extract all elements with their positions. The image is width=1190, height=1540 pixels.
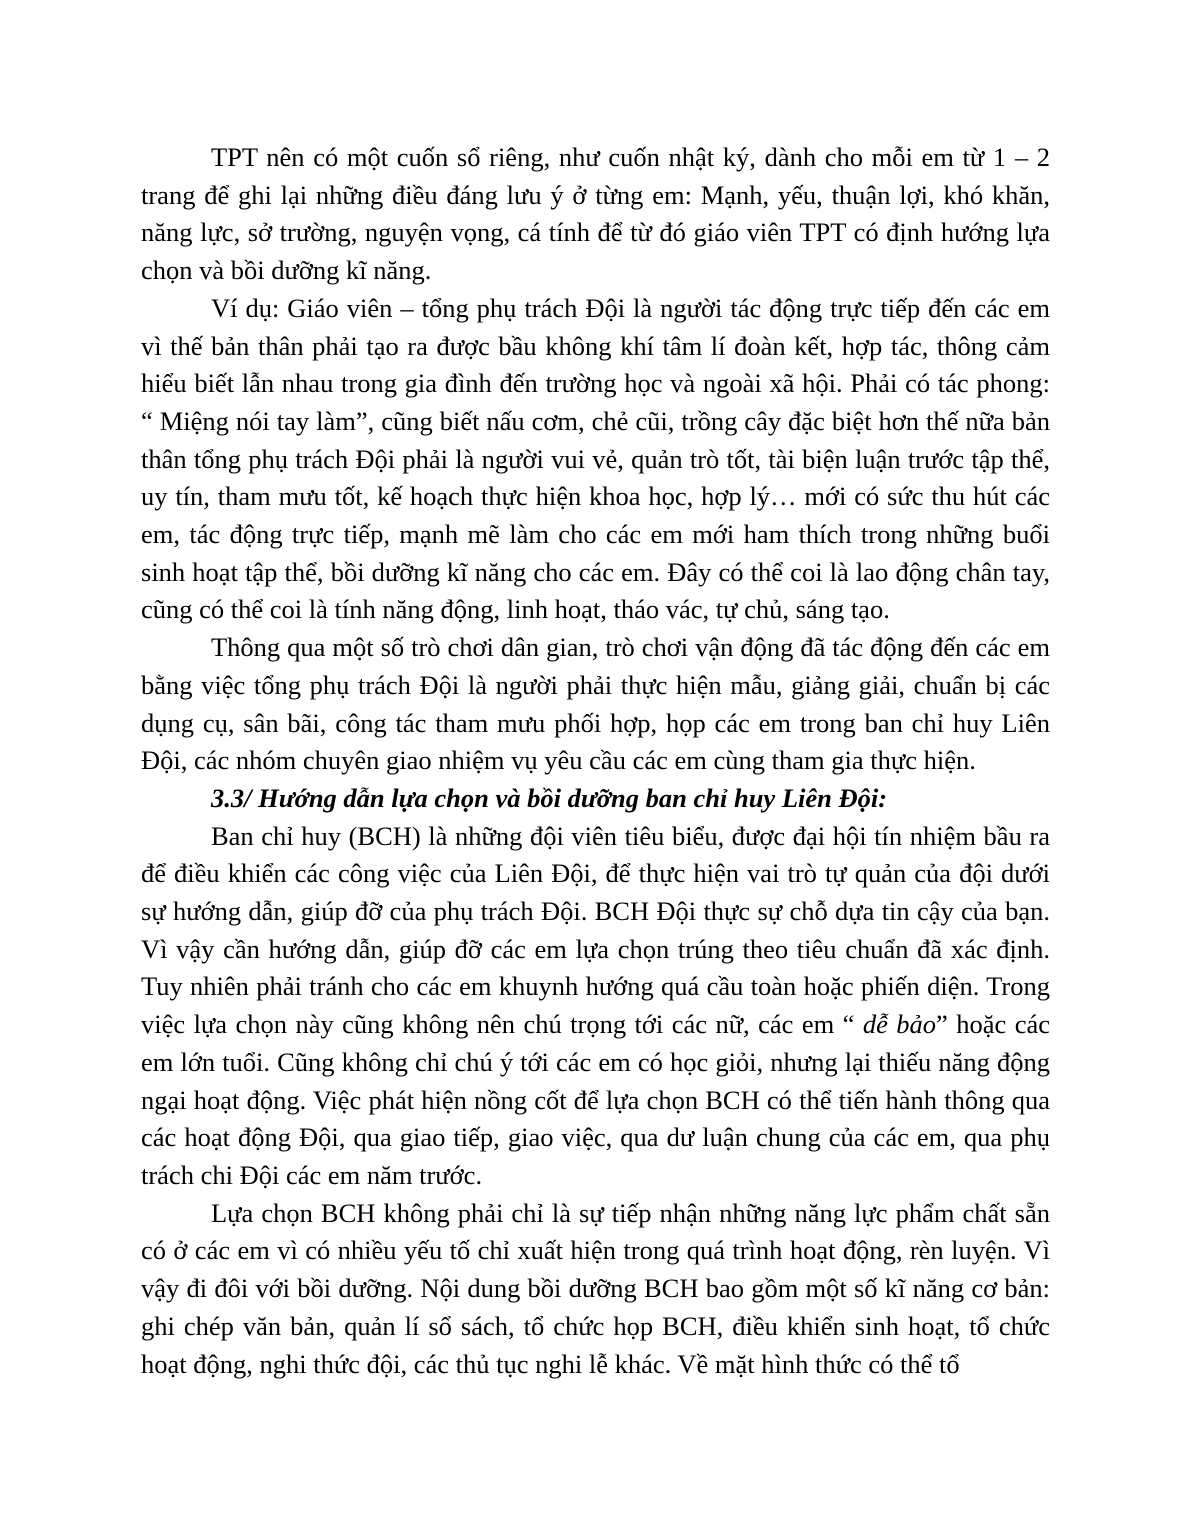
paragraph-folk-games: Thông qua một số trò chơi dân gian, trò chơi vận động đã tác động đến các em bằng việc tổng phụ trách Đội là người phải thực hiện mẫu, giảng giải, chuẩn bị các dụng cụ, sân bãi, công tác tham mưu phối hợp, họp các em trong ban chỉ huy Liên Đội, các nhóm chuyên giao nhiệm vụ yêu cầu các em cùng tham gia thực hiện. bbox=[141, 632, 1050, 776]
document-page bbox=[141, 139, 1050, 1383]
paragraph-text: ” hoặc các em lớn tuổi. Cũng không chỉ chú ý tới các em có học giỏi, nhưng lại thiếu năng động ngại hoạt động. Việc phát hiện nồng cốt để lựa chọn BCH có thể tiến hành thông qua các hoạt động Đội, qua giao tiếp, giao việc, qua dư luận chung của các em, qua phụ trách chi Đội các em năm trước. bbox=[141, 1009, 1050, 1190]
paragraph-bch-definition bbox=[141, 818, 1050, 1195]
italic-phrase: dễ bảo bbox=[862, 1009, 937, 1040]
paragraph-text: Ban chỉ huy (BCH) là những đội viên tiêu biểu, được đại hội tín nhiệm bầu ra để điều khiển các công việc của Liên Đội, để thực hiện vai trò tự quản của đội dưới sự hướng dẫn, giúp đỡ của phụ trách Đội. BCH Đội thực sự chỗ dựa tin cậy của bạn. Vì vậy cần hướng dẫn, giúp đỡ các em lựa chọn trúng theo tiêu chuẩn đã xác định. Tuy nhiên phải tránh cho các em khuynh hướng quá cầu toàn hoặc phiến diện. Trong việc lựa chọn này cũng không nên chú trọng tới các nữ, các em “ bbox=[141, 820, 1050, 1040]
paragraph-notebook: TPT nên có một cuốn sổ riêng, như cuốn nhật ký, dành cho mỗi em từ 1 – 2 trang để ghi lại những điều đáng lưu ý ở từng em: Mạnh, yếu, thuận lợi, khó khăn, năng lực, sở trường, nguyện vọng, cá tính để từ đó giáo viên TPT có định hướng lựa chọn và bồi dưỡng kĩ năng. bbox=[141, 142, 1050, 286]
paragraph-example: Ví dụ: Giáo viên – tổng phụ trách Đội là người tác động trực tiếp đến các em vì thế bản thân phải tạo ra được bầu không khí tâm lí đoàn kết, hợp tác, thông cảm hiểu biết lẫn nhau trong gia đình đến trường học và ngoài xã hội. Phải có tác phong: “ Miệng nói tay làm”, cũng biết nấu cơm, chẻ cũi, trồng cây đặc biệt hơn thế nữa bản thân tổng phụ trách Đội phải là người vui vẻ, quản trò tốt, tài biện luận trước tập thể, uy tín, tham mưu tốt, kế hoạch thực hiện khoa học, hợp lý… mới có sức thu hút các em, tác động trực tiếp, mạnh mẽ làm cho các em mới ham thích trong những buổi sinh hoạt tập thể, bồi dưỡng kĩ năng cho các em. Đây có thể coi là lao động chân tay, cũng có thể coi là tính năng động, linh hoạt, tháo vác, tự chủ, sáng tạo. bbox=[141, 292, 1050, 625]
section-heading: 3.3/ Hướng dẫn lựa chọn và bồi dưỡng ban chỉ huy Liên Đội: bbox=[211, 782, 888, 813]
paragraph-bch-training: Lựa chọn BCH không phải chỉ là sự tiếp nhận những năng lực phẩm chất sẵn có ở các em vì có nhiều yếu tố chỉ xuất hiện trong quá trình hoạt động, rèn luyện. Vì vậy đi đôi với bồi dưỡng. Nội dung bồi dưỡng BCH bao gồm một số kĩ năng cơ bản: ghi chép văn bản, quản lí sổ sách, tổ chức họp BCH, điều khiển sinh hoạt, tổ chức hoạt động, nghi thức đội, các thủ tục nghi lễ khác. Về mặt hình thức có thể tổ bbox=[141, 1197, 1050, 1379]
